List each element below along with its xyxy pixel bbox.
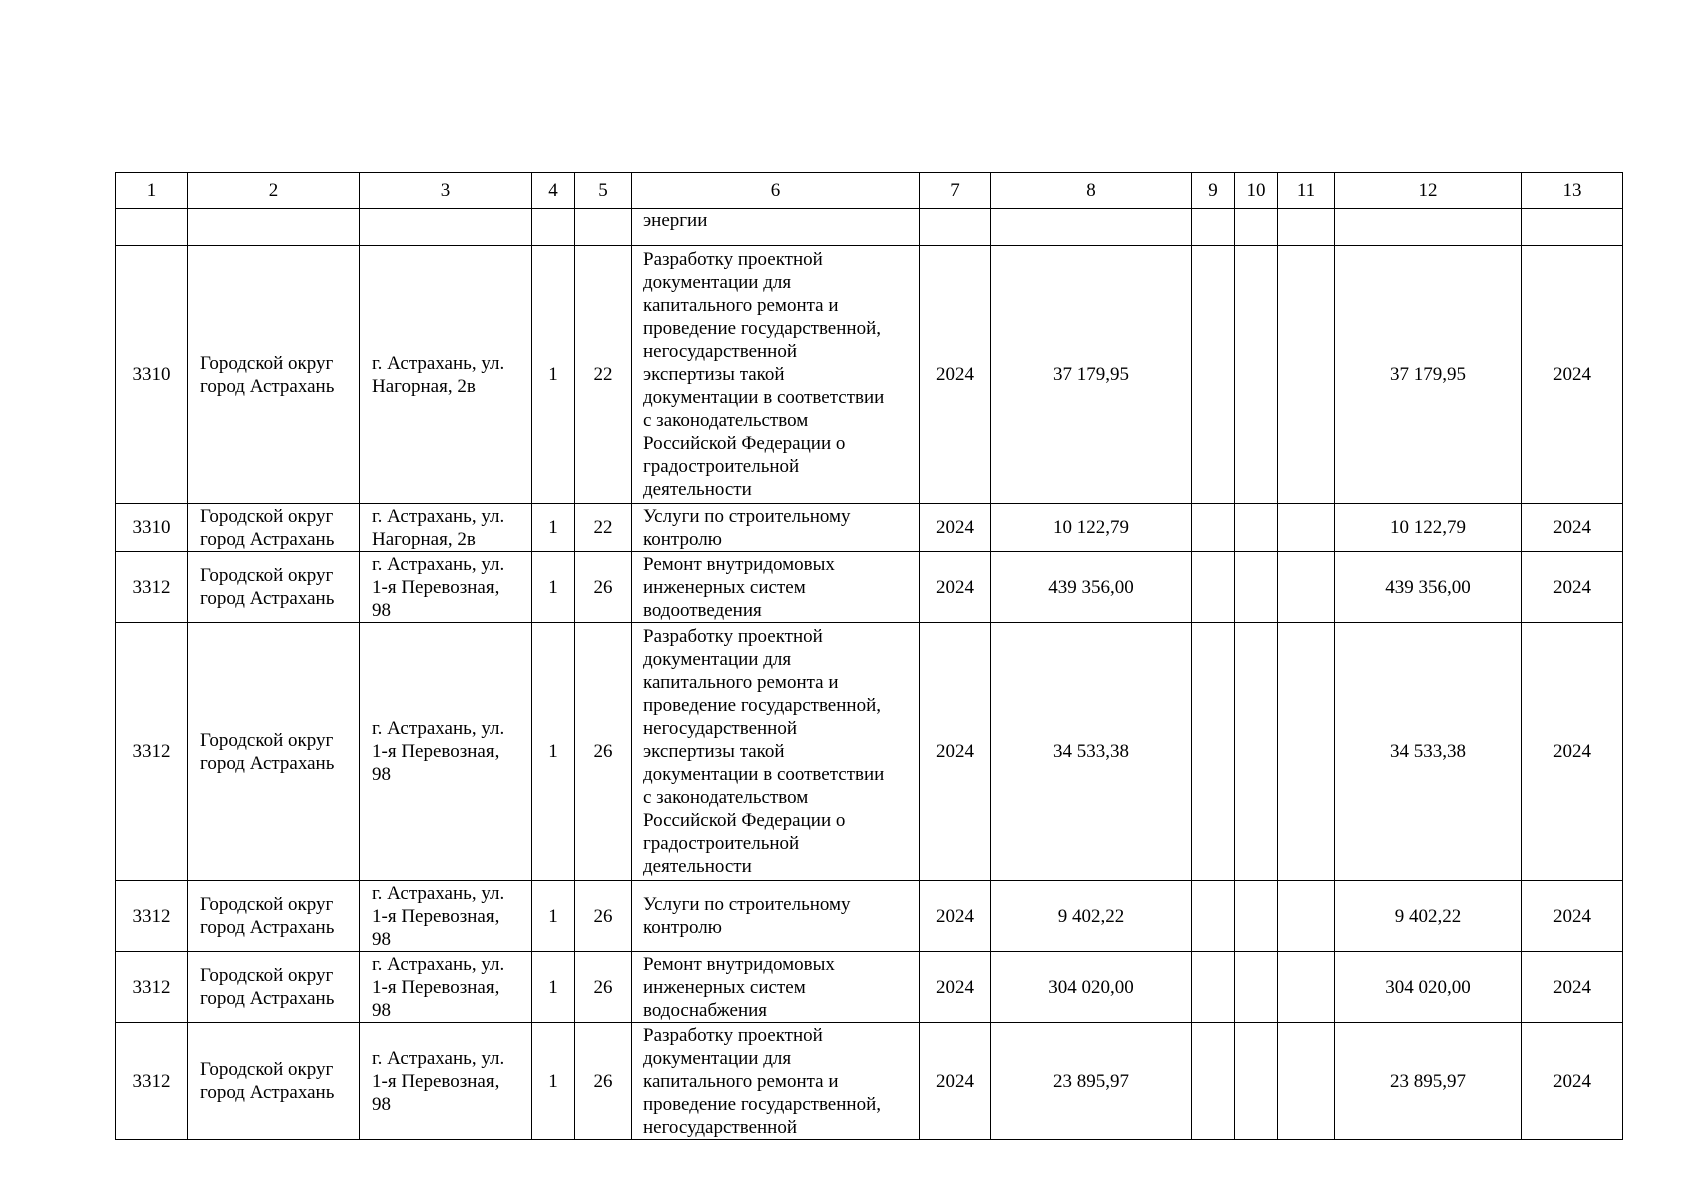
cell-text: Ремонт внутридомовых инженерных систем водоснабжения — [643, 953, 835, 1021]
cell-text: Городской округ город Астрахань — [200, 565, 335, 609]
completion-year-cell — [1522, 246, 1623, 504]
col11-cell — [1278, 504, 1335, 552]
column-number-7: 7 — [920, 173, 991, 209]
col5-cell — [575, 209, 632, 246]
cell-text: 3310 — [132, 517, 171, 538]
cell-text: Городской округ город Астрахань — [200, 894, 335, 938]
cell-text: Разработку проектной документации для капитального ремонта и проведение государственной, негосударственной экспертизы такой документации в соответствии с законодательством Российской Федерации о градостроительной деятельности — [643, 626, 885, 877]
total-cost-cell — [1335, 1023, 1522, 1140]
cell-text: Ремонт внутридомовых инженерных систем водоотведения — [643, 553, 835, 621]
completion-year-cell — [1522, 952, 1623, 1023]
col9-cell — [1192, 623, 1235, 881]
col10-cell — [1235, 552, 1278, 623]
municipality-cell — [188, 246, 360, 504]
col11-cell — [1278, 952, 1335, 1023]
cell-text: 2024 — [936, 576, 974, 598]
object-number-cell — [116, 504, 188, 552]
address-cell — [360, 952, 532, 1023]
cost-cell — [991, 209, 1192, 246]
total-cost-cell — [1335, 504, 1522, 552]
col11-cell — [1278, 1023, 1335, 1140]
cell-text: г. Астрахань, ул. 1-я Перевозная, 98 — [372, 553, 505, 621]
cell-text: 2024 — [1553, 1070, 1591, 1092]
cell-text: Городской округ город Астрахань — [200, 352, 335, 397]
cell-text: 439 356,00 — [1385, 576, 1471, 598]
cell-text: Услуги по строительному контролю — [643, 505, 851, 550]
year-cell — [920, 952, 991, 1023]
total-cost-cell — [1335, 881, 1522, 952]
col4-cell — [532, 504, 575, 552]
completion-year-cell — [1522, 504, 1623, 552]
work-type-cell — [632, 209, 920, 246]
object-number-cell — [116, 246, 188, 504]
col9-cell — [1192, 552, 1235, 623]
completion-year-cell — [1522, 623, 1623, 881]
year-cell — [920, 552, 991, 623]
cost-cell — [991, 504, 1192, 552]
col9-cell — [1192, 952, 1235, 1023]
cell-text: 22 — [593, 364, 613, 385]
completion-year-cell — [1522, 1023, 1623, 1140]
col9-cell — [1192, 246, 1235, 504]
cell-text: 23 895,97 — [1053, 1070, 1129, 1092]
cell-text: 3312 — [132, 905, 171, 927]
cell-text: 2024 — [1553, 517, 1591, 538]
col10-cell — [1235, 952, 1278, 1023]
cell-text: 23 895,97 — [1390, 1070, 1466, 1092]
cell-text: 26 — [593, 741, 613, 762]
cell-text: Разработку проектной документации для капитального ремонта и проведение государственной, негосударственной экспертизы такой документации в соответствии с законодательством Российской Федерации о градостроительной деятельности — [643, 249, 885, 500]
column-number-6: 6 — [632, 173, 920, 209]
table-row — [116, 1023, 1623, 1140]
col5-cell — [575, 552, 632, 623]
total-cost-cell — [1335, 552, 1522, 623]
cost-cell — [991, 1023, 1192, 1140]
cell-text: 2024 — [1553, 364, 1591, 385]
column-number-row — [116, 173, 1623, 209]
cell-text: 2024 — [1553, 576, 1591, 598]
column-number-3: 3 — [360, 173, 532, 209]
year-cell — [920, 623, 991, 881]
cell-text: 3312 — [132, 1070, 171, 1092]
col11-cell — [1278, 552, 1335, 623]
cell-text: 2024 — [936, 905, 974, 927]
col5-cell — [575, 504, 632, 552]
col11-cell — [1278, 881, 1335, 952]
cell-text: 26 — [593, 1070, 613, 1092]
col4-cell — [532, 209, 575, 246]
cell-text: 304 020,00 — [1048, 976, 1134, 998]
cell-text: 1 — [548, 905, 558, 927]
work-type-cell — [632, 623, 920, 881]
cell-text: 26 — [593, 905, 613, 927]
address-cell — [360, 881, 532, 952]
column-number-4: 4 — [532, 173, 575, 209]
cell-text: 1 — [548, 741, 558, 762]
cell-text: 3310 — [132, 364, 171, 385]
col9-cell — [1192, 1023, 1235, 1140]
col10-cell — [1235, 881, 1278, 952]
col4-cell — [532, 246, 575, 504]
total-cost-cell — [1335, 209, 1522, 246]
year-cell — [920, 881, 991, 952]
cell-text: 2024 — [1553, 976, 1591, 998]
municipality-cell — [188, 552, 360, 623]
column-number-12: 12 — [1335, 173, 1522, 209]
object-number-cell — [116, 1023, 188, 1140]
cell-text: Городской округ город Астрахань — [200, 965, 335, 1009]
cell-text: 1 — [548, 517, 558, 538]
cell-text: 304 020,00 — [1385, 976, 1471, 998]
repair-schedule-table — [115, 172, 1623, 1140]
col10-cell — [1235, 623, 1278, 881]
column-number-8: 8 — [991, 173, 1192, 209]
work-type-cell — [632, 1023, 920, 1140]
object-number-cell — [116, 552, 188, 623]
col10-cell — [1235, 246, 1278, 504]
cell-text: г. Астрахань, ул. Нагорная, 2в — [372, 505, 505, 550]
col11-cell — [1278, 209, 1335, 246]
table-row — [116, 246, 1623, 504]
col4-cell — [532, 623, 575, 881]
cost-cell — [991, 952, 1192, 1023]
cell-text: г. Астрахань, ул. 1-я Перевозная, 98 — [372, 882, 505, 950]
cost-cell — [991, 881, 1192, 952]
year-cell — [920, 209, 991, 246]
cell-text: 2024 — [936, 517, 974, 538]
total-cost-cell — [1335, 246, 1522, 504]
total-cost-cell — [1335, 952, 1522, 1023]
col10-cell — [1235, 504, 1278, 552]
cell-text: г. Астрахань, ул. 1-я Перевозная, 98 — [372, 953, 505, 1021]
col4-cell — [532, 952, 575, 1023]
column-number-2: 2 — [188, 173, 360, 209]
address-cell — [360, 1023, 532, 1140]
completion-year-cell — [1522, 552, 1623, 623]
cell-text: г. Астрахань, ул. Нагорная, 2в — [372, 352, 505, 397]
municipality-cell — [188, 623, 360, 881]
completion-year-cell — [1522, 881, 1623, 952]
cell-text: Услуги по строительному контролю — [643, 894, 851, 938]
cost-cell — [991, 623, 1192, 881]
col10-cell — [1235, 1023, 1278, 1140]
column-number-11: 11 — [1278, 173, 1335, 209]
address-cell — [360, 552, 532, 623]
cell-text: 2024 — [1553, 905, 1591, 927]
cell-text: 1 — [548, 576, 558, 598]
cell-text: 26 — [593, 576, 613, 598]
municipality-cell — [188, 209, 360, 246]
cell-text: 22 — [593, 517, 613, 538]
cell-text: 34 533,38 — [1053, 741, 1129, 762]
column-number-10: 10 — [1235, 173, 1278, 209]
col9-cell — [1192, 504, 1235, 552]
cell-text: 2024 — [936, 976, 974, 998]
col11-cell — [1278, 623, 1335, 881]
cell-text: Разработку проектной документации для капитального ремонта и проведение государственной, негосударственной — [643, 1024, 881, 1138]
object-number-cell — [116, 952, 188, 1023]
work-type-cell — [632, 552, 920, 623]
column-number-9: 9 — [1192, 173, 1235, 209]
col5-cell — [575, 952, 632, 1023]
address-cell — [360, 209, 532, 246]
municipality-cell — [188, 952, 360, 1023]
cell-text: 9 402,22 — [1057, 905, 1125, 927]
work-type-cell — [632, 952, 920, 1023]
column-number-5: 5 — [575, 173, 632, 209]
table-row — [116, 504, 1623, 552]
completion-year-cell — [1522, 209, 1623, 246]
cell-text: 34 533,38 — [1390, 741, 1466, 762]
col4-cell — [532, 1023, 575, 1140]
cell-text: 2024 — [936, 1070, 974, 1092]
cost-cell — [991, 552, 1192, 623]
municipality-cell — [188, 881, 360, 952]
municipality-cell — [188, 504, 360, 552]
object-number-cell — [116, 623, 188, 881]
address-cell — [360, 504, 532, 552]
cell-text: 37 179,95 — [1053, 364, 1129, 385]
object-number-cell — [116, 881, 188, 952]
work-type-cell — [632, 504, 920, 552]
cell-text: Городской округ город Астрахань — [200, 1059, 335, 1103]
col9-cell — [1192, 209, 1235, 246]
table-row — [116, 209, 1623, 246]
address-cell — [360, 246, 532, 504]
cell-text: 1 — [548, 976, 558, 998]
col10-cell — [1235, 209, 1278, 246]
work-type-cell — [632, 881, 920, 952]
cell-text: 10 122,79 — [1053, 517, 1129, 538]
object-number-cell — [116, 209, 188, 246]
table-row — [116, 952, 1623, 1023]
col5-cell — [575, 881, 632, 952]
year-cell — [920, 504, 991, 552]
cell-text: энергии — [643, 210, 708, 231]
year-cell — [920, 246, 991, 504]
total-cost-cell — [1335, 623, 1522, 881]
cell-text: г. Астрахань, ул. 1-я Перевозная, 98 — [372, 1047, 505, 1115]
table-row — [116, 552, 1623, 623]
cell-text: 3312 — [132, 576, 171, 598]
cell-text: 1 — [548, 364, 558, 385]
cell-text: 26 — [593, 976, 613, 998]
municipality-cell — [188, 1023, 360, 1140]
cell-text: Городской округ город Астрахань — [200, 729, 335, 774]
cell-text: 2024 — [1553, 741, 1591, 762]
cell-text: 3312 — [132, 741, 171, 762]
col5-cell — [575, 1023, 632, 1140]
cell-text: 10 122,79 — [1390, 517, 1466, 538]
cell-text: 439 356,00 — [1048, 576, 1134, 598]
column-number-13: 13 — [1522, 173, 1623, 209]
col4-cell — [532, 881, 575, 952]
cell-text: г. Астрахань, ул. 1-я Перевозная, 98 — [372, 718, 505, 785]
col11-cell — [1278, 246, 1335, 504]
cell-text: 1 — [548, 1070, 558, 1092]
column-number-1: 1 — [116, 173, 188, 209]
year-cell — [920, 1023, 991, 1140]
cell-text: 37 179,95 — [1390, 364, 1466, 385]
col5-cell — [575, 246, 632, 504]
cell-text: 9 402,22 — [1394, 905, 1462, 927]
address-cell — [360, 623, 532, 881]
col5-cell — [575, 623, 632, 881]
table-row — [116, 881, 1623, 952]
table-row — [116, 623, 1623, 881]
cell-text: 3312 — [132, 976, 171, 998]
col9-cell — [1192, 881, 1235, 952]
cell-text: Городской округ город Астрахань — [200, 505, 335, 550]
col4-cell — [532, 552, 575, 623]
cost-cell — [991, 246, 1192, 504]
work-type-cell — [632, 246, 920, 504]
cell-text: 2024 — [936, 364, 974, 385]
cell-text: 2024 — [936, 741, 974, 762]
